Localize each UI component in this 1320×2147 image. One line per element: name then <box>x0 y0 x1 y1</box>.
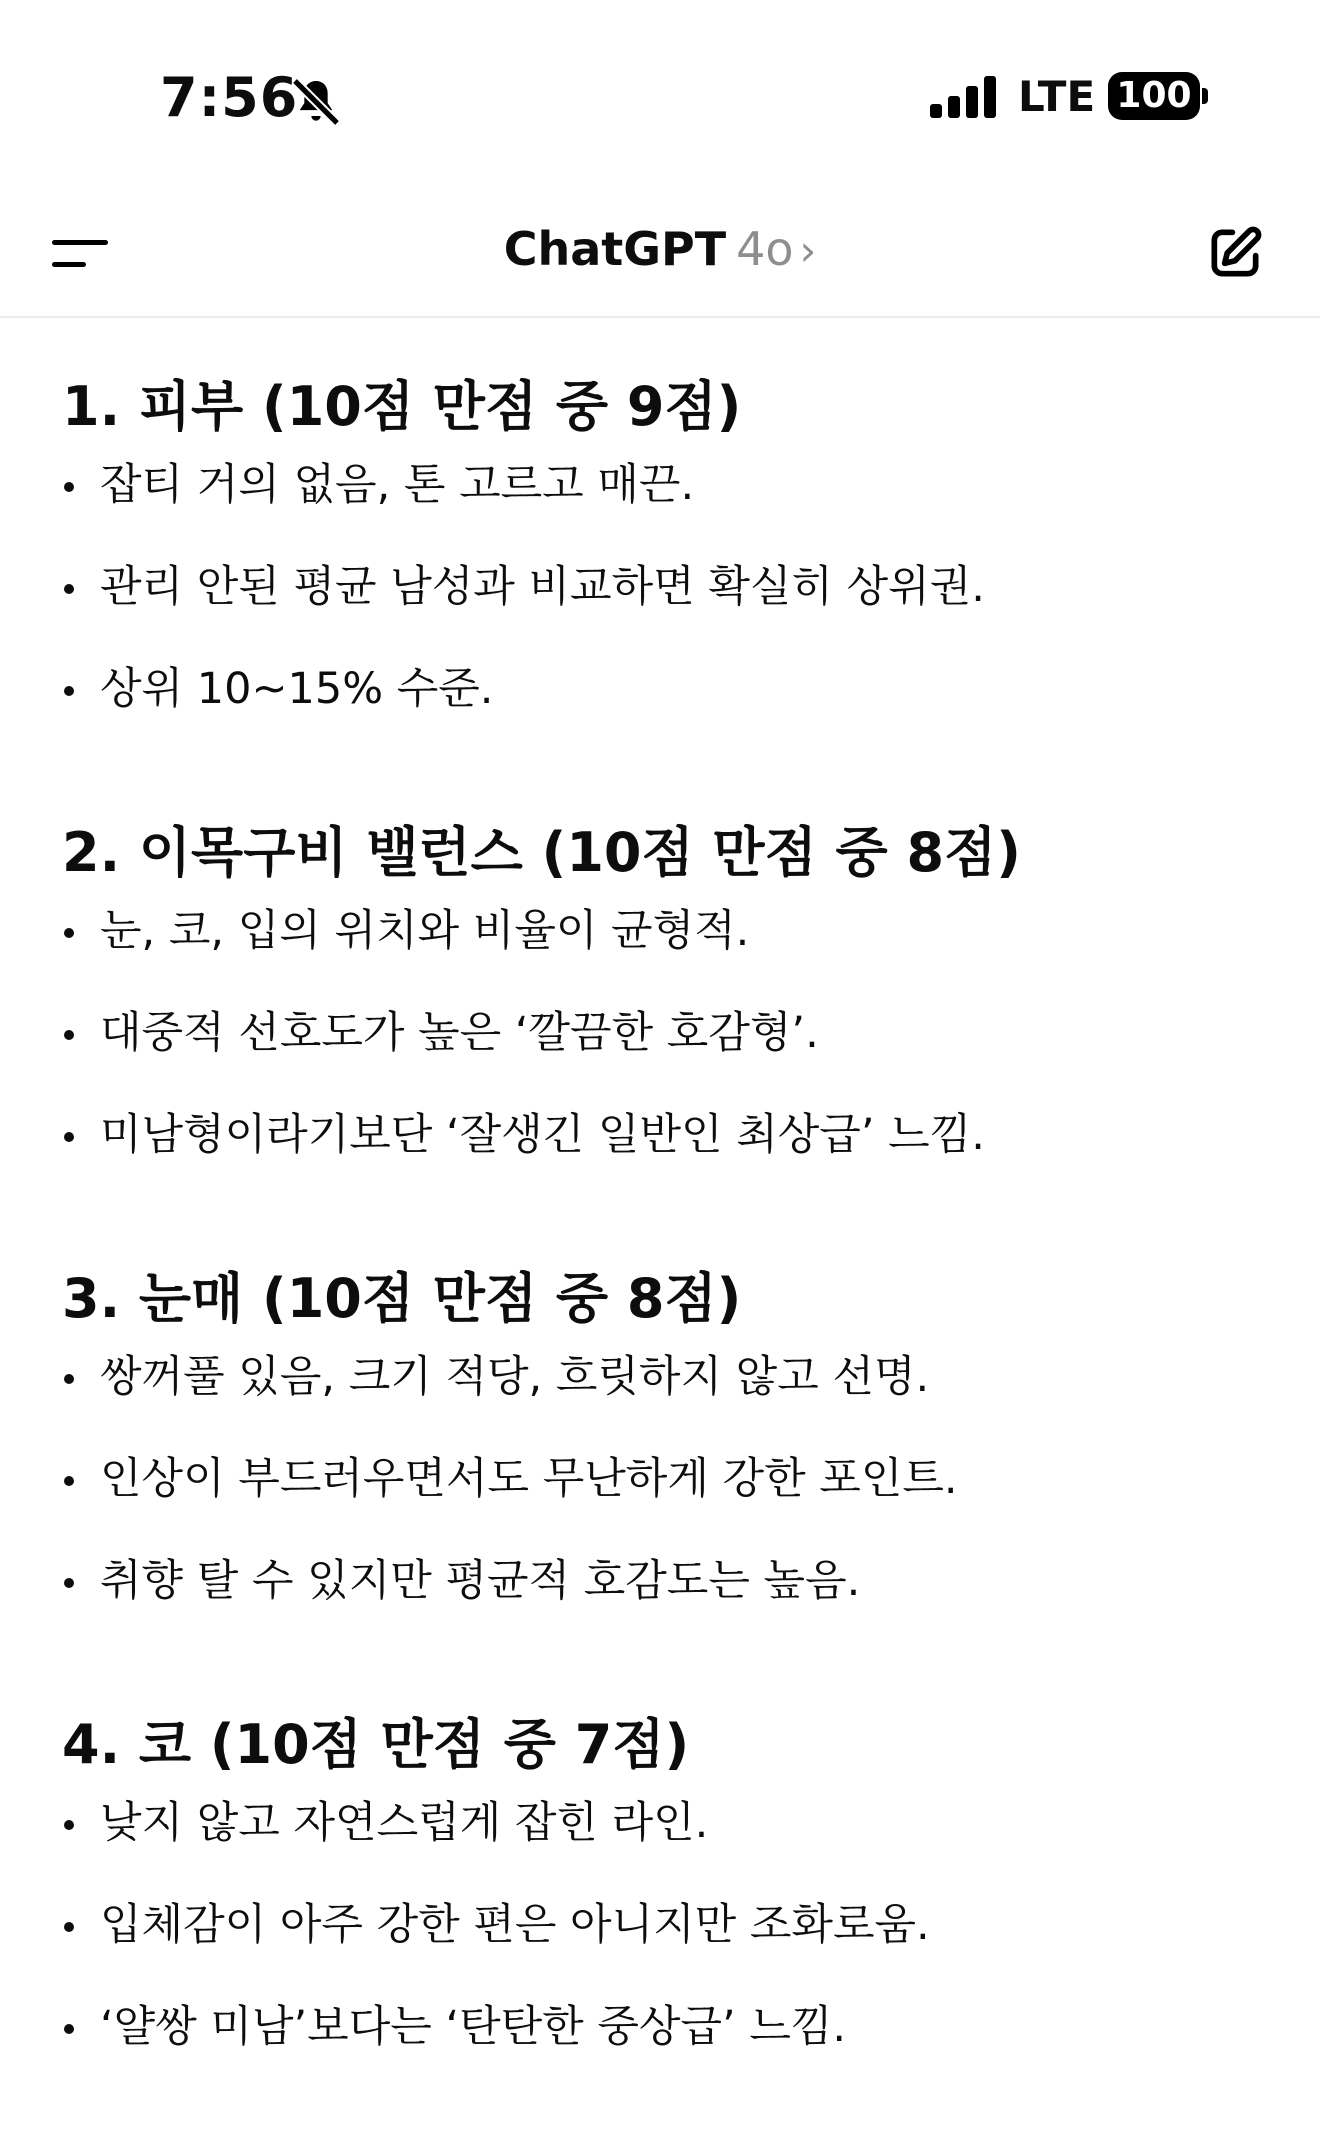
chevron-right-icon: › <box>799 226 817 275</box>
bullet-list <box>62 446 1262 752</box>
list-item: ‘얄쌍 미남’보다는 ‘탄탄한 중상급’ 느낌. <box>62 1988 1262 2090</box>
bullet-list <box>62 1784 1262 2090</box>
list-item: 입체감이 아주 강한 편은 아니지만 조화로움. <box>62 1886 1262 1988</box>
bullet-list <box>62 892 1262 1198</box>
list-item: 눈, 코, 입의 위치와 비율이 균형적. <box>62 892 1262 994</box>
battery-level: 100 <box>1108 72 1200 120</box>
section-features-balance <box>62 814 1262 1198</box>
list-item: 인상이 부드러우면서도 무난하게 강한 포인트. <box>62 1440 1262 1542</box>
list-item: 쌍꺼풀 있음, 크기 적당, 흐릿하지 않고 선명. <box>62 1338 1262 1440</box>
section-nose <box>62 1706 1262 2090</box>
network-type: LTE <box>1018 72 1096 121</box>
cellular-signal-icon <box>930 74 998 118</box>
list-item: 잡티 거의 없음, 톤 고르고 매끈. <box>62 446 1262 548</box>
list-item: 대중적 선호도가 높은 ‘깔끔한 호감형’. <box>62 994 1262 1096</box>
silent-bell-icon <box>288 74 344 130</box>
section-title: 3. 눈매 (10점 만점 중 8점) <box>62 1267 742 1330</box>
list-item: 취향 탈 수 있지만 평균적 호감도는 높음. <box>62 1542 1262 1644</box>
status-bar <box>0 0 1320 190</box>
section-eyes <box>62 1260 1262 1644</box>
list-item: 미남형이라기보단 ‘잘생긴 일반인 최상급’ 느낌. <box>62 1096 1262 1198</box>
compose-icon[interactable] <box>1204 222 1266 284</box>
section-skin <box>62 368 1262 752</box>
section-title: 2. 이목구비 밸런스 (10점 만점 중 8점) <box>62 821 1021 884</box>
bullet-list <box>62 1338 1262 1644</box>
model-name: 4o <box>736 222 794 276</box>
list-item: 관리 안된 평균 남성과 비교하면 확실히 상위권. <box>62 548 1262 650</box>
section-title: 1. 피부 (10점 만점 중 9점) <box>62 375 742 438</box>
chat-header <box>0 190 1320 318</box>
model-selector[interactable] <box>0 222 1320 276</box>
list-item: 상위 10~15% 수준. <box>62 650 1262 752</box>
section-title: 4. 코 (10점 만점 중 7점) <box>62 1713 690 1776</box>
status-time: 7:56 <box>160 66 299 129</box>
list-item: 낮지 않고 자연스럽게 잡힌 라인. <box>62 1784 1262 1886</box>
battery-tip <box>1202 88 1208 104</box>
app-title: ChatGPT <box>503 222 727 276</box>
